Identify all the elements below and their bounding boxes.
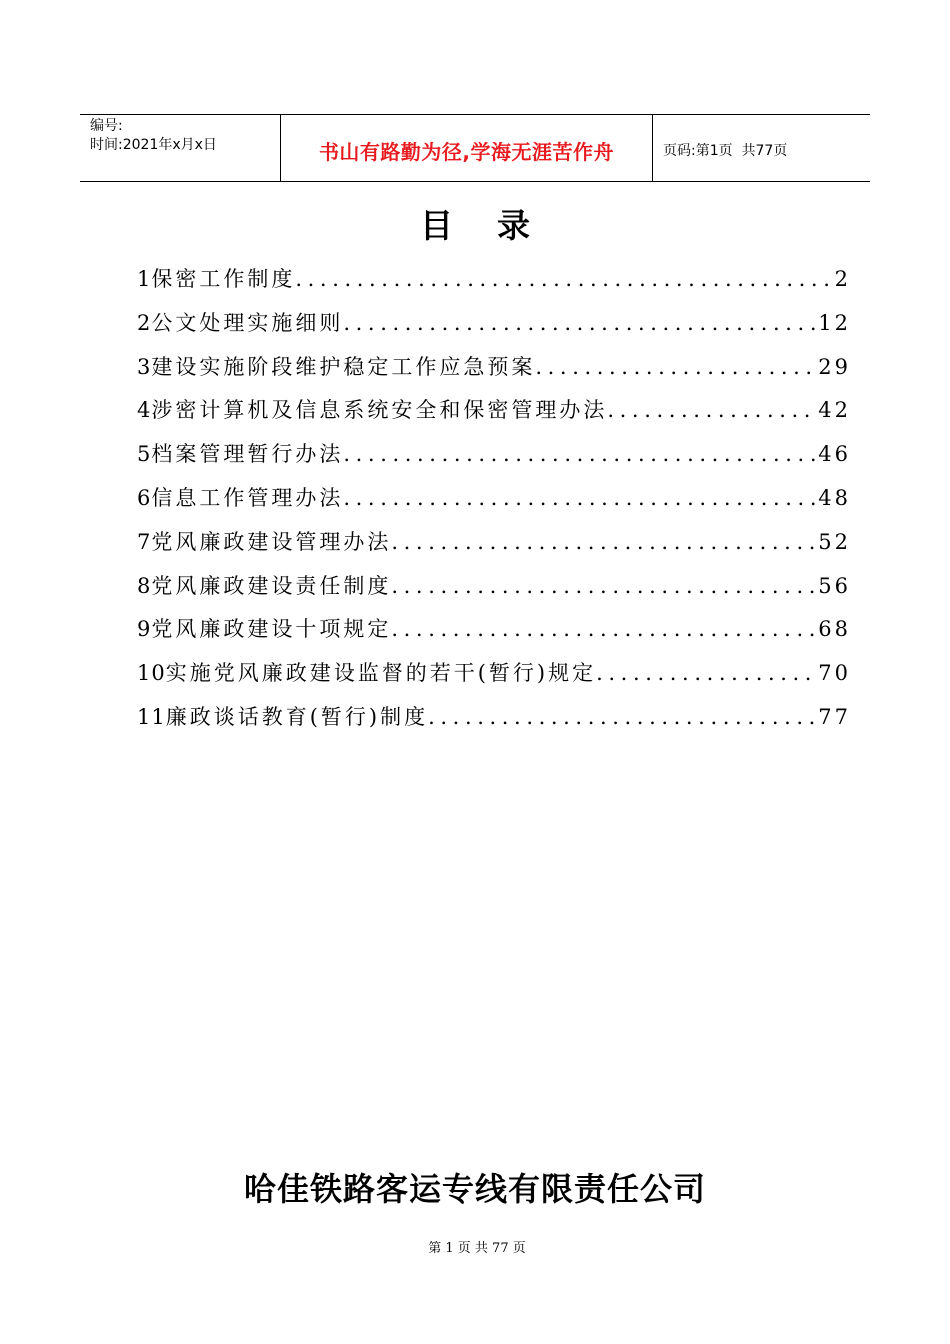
toc-dot-leader: [535, 346, 815, 390]
document-header: [80, 114, 870, 182]
toc-entry-page: 56: [818, 573, 851, 598]
header-page-cell: [653, 115, 870, 181]
company-name: 哈佳铁路客运专线有限责任公司: [243, 1170, 706, 1208]
toc-entry-title: 党风廉政建设十项规定: [151, 617, 392, 642]
toc-entry[interactable]: [137, 565, 851, 609]
toc-entry-page: 42: [818, 398, 851, 423]
toc-entry-number: 9: [137, 617, 152, 642]
toc-entry-page: 77: [818, 704, 851, 729]
toc-dot-leader: [295, 258, 831, 302]
toc-entry-number: 11: [137, 704, 166, 729]
toc-entry-page: 2: [834, 267, 851, 291]
toc-entry[interactable]: [137, 302, 851, 346]
toc-entry-page: 52: [818, 529, 851, 554]
toc-entry-title: 信息工作管理办法: [151, 485, 344, 510]
toc-dot-leader: [607, 389, 815, 433]
toc-dot-leader: [343, 477, 815, 521]
toc-entry-title: 建设实施阶段维护稳定工作应急预案: [151, 354, 536, 379]
toc-entry-title: 涉密计算机及信息系统安全和保密管理办法: [151, 398, 608, 423]
toc-entry-number: 10: [137, 661, 166, 686]
toc-entry-page: 48: [818, 485, 851, 510]
footer-page-number: 第 1 页 共 77 页: [428, 1241, 526, 1256]
document-date-label: 时间:2021年x月x日: [90, 137, 217, 153]
toc-entry-title: 保密工作制度: [151, 267, 296, 291]
toc-title: 目录: [420, 206, 574, 245]
toc-entry-number: 2: [137, 310, 152, 335]
toc-dot-leader: [343, 302, 815, 346]
toc-entry[interactable]: [137, 652, 851, 696]
toc-entry[interactable]: [137, 608, 851, 652]
toc-dot-leader: [428, 696, 815, 740]
toc-entry[interactable]: [137, 258, 851, 302]
toc-entry-title: 党风廉政建设责任制度: [151, 573, 392, 598]
toc-entry-title: 党风廉政建设管理办法: [151, 529, 392, 554]
toc-entry-number: 7: [137, 529, 152, 554]
toc-entry-page: 46: [818, 442, 851, 467]
toc-entry-title: 廉政谈话教育(暂行)制度: [165, 704, 429, 729]
header-meta-cell: [80, 115, 281, 181]
toc-entry[interactable]: [137, 521, 851, 565]
toc-entry-page: 70: [818, 661, 851, 686]
toc-entry[interactable]: [137, 696, 851, 740]
toc-entry-title: 公文处理实施细则: [151, 310, 344, 335]
toc-dot-leader: [343, 433, 815, 477]
toc-dot-leader: [596, 652, 815, 696]
header-page-label: 页码:第1页 共77页: [663, 143, 788, 159]
toc-entry-number: 4: [137, 398, 152, 423]
motto-text: 书山有路勤为径,学海无涯苦作舟: [318, 139, 615, 164]
toc-entry-title: 档案管理暂行办法: [151, 442, 344, 467]
toc-dot-leader: [391, 608, 815, 652]
toc-entry-number: 3: [137, 354, 152, 379]
toc-entry-title: 实施党风廉政建设监督的若干(暂行)规定: [165, 661, 597, 686]
toc-entry-number: 6: [137, 485, 152, 510]
toc-dot-leader: [391, 565, 815, 609]
toc-entry[interactable]: [137, 433, 851, 477]
header-motto-cell: [281, 115, 653, 181]
toc-entry-page: 12: [818, 310, 851, 335]
toc-entry[interactable]: [137, 346, 851, 390]
toc-entry-page: 68: [818, 617, 851, 642]
document-number-label: 编号:: [90, 118, 123, 134]
toc-entry[interactable]: [137, 389, 851, 433]
toc-dot-leader: [391, 521, 815, 565]
toc-entry-number: 1: [137, 267, 152, 291]
toc-entry[interactable]: [137, 477, 851, 521]
toc-list: [137, 258, 851, 740]
toc-entry-number: 5: [137, 442, 152, 467]
toc-entry-page: 29: [818, 354, 851, 379]
toc-entry-number: 8: [137, 573, 152, 598]
